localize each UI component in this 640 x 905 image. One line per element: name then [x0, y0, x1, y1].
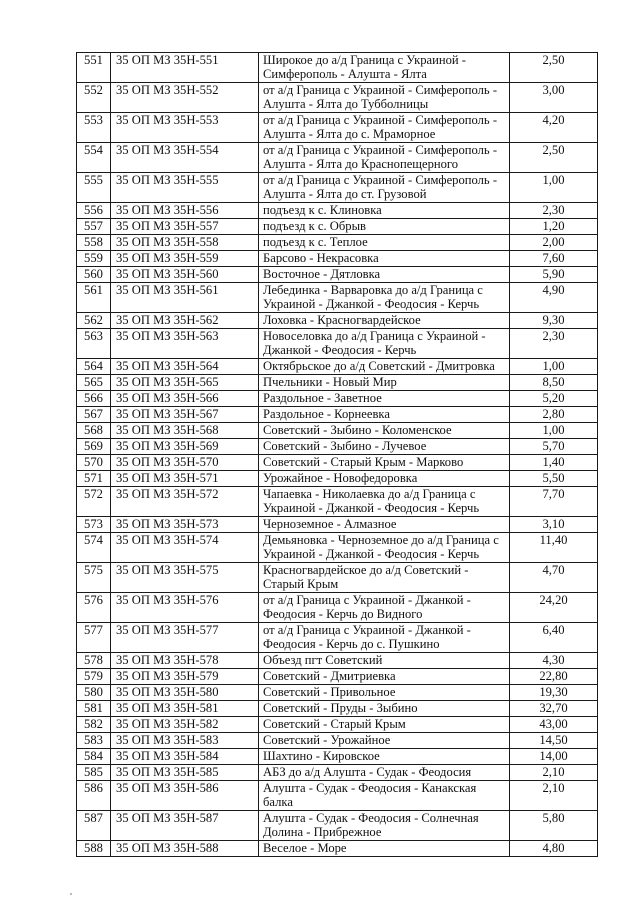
- road-code-cell: 35 ОП МЗ 35Н-582: [111, 717, 259, 733]
- table-row: [77, 235, 598, 251]
- row-number-cell: 574: [77, 533, 111, 563]
- road-length-cell: 4,80: [510, 841, 598, 857]
- road-name-cell: Советский - Старый Крым - Марково: [259, 455, 510, 471]
- road-name-cell: Лоховка - Красногвардейское: [259, 313, 510, 329]
- road-name-cell: Новоселовка до а/д Граница с Украиной - Джанкой - Феодосия - Керчь: [259, 329, 510, 359]
- road-code-cell: 35 ОП МЗ 35Н-577: [111, 623, 259, 653]
- table-row: [77, 455, 598, 471]
- table-row: [77, 471, 598, 487]
- road-code-cell: 35 ОП МЗ 35Н-558: [111, 235, 259, 251]
- row-number-cell: 568: [77, 423, 111, 439]
- road-length-cell: 1,00: [510, 359, 598, 375]
- road-name-cell: Советский - Дмитриевка: [259, 669, 510, 685]
- row-number-cell: 565: [77, 375, 111, 391]
- road-code-cell: 35 ОП МЗ 35Н-555: [111, 173, 259, 203]
- road-length-cell: 24,20: [510, 593, 598, 623]
- row-number-cell: 564: [77, 359, 111, 375]
- road-name-cell: Шахтино - Кировское: [259, 749, 510, 765]
- row-number-cell: 587: [77, 811, 111, 841]
- road-length-cell: 2,50: [510, 53, 598, 83]
- road-length-cell: 1,00: [510, 173, 598, 203]
- row-number-cell: 576: [77, 593, 111, 623]
- road-code-cell: 35 ОП МЗ 35Н-576: [111, 593, 259, 623]
- road-name-cell: подъезд к с. Теплое: [259, 235, 510, 251]
- road-name-cell: от а/д Граница с Украиной - Джанкой - Феодосия - Керчь до с. Пушкино: [259, 623, 510, 653]
- road-name-cell: Чапаевка - Николаевка до а/д Граница с Украиной - Джанкой - Феодосия - Керчь: [259, 487, 510, 517]
- road-name-cell: Пчельники - Новый Мир: [259, 375, 510, 391]
- road-code-cell: 35 ОП МЗ 35Н-556: [111, 203, 259, 219]
- table-row: [77, 283, 598, 313]
- row-number-cell: 554: [77, 143, 111, 173]
- road-length-cell: 2,50: [510, 143, 598, 173]
- road-code-cell: 35 ОП МЗ 35Н-569: [111, 439, 259, 455]
- road-name-cell: Советский - Старый Крым: [259, 717, 510, 733]
- row-number-cell: 571: [77, 471, 111, 487]
- row-number-cell: 566: [77, 391, 111, 407]
- road-code-cell: 35 ОП МЗ 35Н-579: [111, 669, 259, 685]
- table-row: [77, 173, 598, 203]
- road-name-cell: Красногвардейское до а/д Советский - Старый Крым: [259, 563, 510, 593]
- road-name-cell: Алушта - Судак - Феодосия - Солнечная Долина - Прибрежное: [259, 811, 510, 841]
- row-number-cell: 570: [77, 455, 111, 471]
- road-name-cell: Восточное - Дятловка: [259, 267, 510, 283]
- road-name-cell: от а/д Граница с Украиной - Симферополь - Алушта - Ялта до Краснопещерного: [259, 143, 510, 173]
- road-name-cell: АБЗ до а/д Алушта - Судак - Феодосия: [259, 765, 510, 781]
- road-length-cell: 5,80: [510, 811, 598, 841]
- road-code-cell: 35 ОП МЗ 35Н-557: [111, 219, 259, 235]
- roads-table: [76, 52, 598, 857]
- road-length-cell: 14,00: [510, 749, 598, 765]
- row-number-cell: 553: [77, 113, 111, 143]
- table-row: [77, 113, 598, 143]
- row-number-cell: 580: [77, 685, 111, 701]
- table-row: [77, 251, 598, 267]
- table-row: [77, 219, 598, 235]
- road-length-cell: 2,30: [510, 203, 598, 219]
- road-code-cell: 35 ОП МЗ 35Н-551: [111, 53, 259, 83]
- road-name-cell: Раздольное - Корнеевка: [259, 407, 510, 423]
- road-code-cell: 35 ОП МЗ 35Н-564: [111, 359, 259, 375]
- row-number-cell: 583: [77, 733, 111, 749]
- road-code-cell: 35 ОП МЗ 35Н-553: [111, 113, 259, 143]
- table-row: [77, 841, 598, 857]
- row-number-cell: 569: [77, 439, 111, 455]
- road-code-cell: 35 ОП МЗ 35Н-560: [111, 267, 259, 283]
- road-length-cell: 5,90: [510, 267, 598, 283]
- row-number-cell: 562: [77, 313, 111, 329]
- table-row: [77, 685, 598, 701]
- row-number-cell: 578: [77, 653, 111, 669]
- table-row: [77, 83, 598, 113]
- road-length-cell: 2,30: [510, 329, 598, 359]
- road-name-cell: от а/д Граница с Украиной - Симферополь - Алушта - Ялта до с. Мраморное: [259, 113, 510, 143]
- row-number-cell: 551: [77, 53, 111, 83]
- road-code-cell: 35 ОП МЗ 35Н-588: [111, 841, 259, 857]
- road-name-cell: от а/д Граница с Украиной - Симферополь - Алушта - Ялта до ст. Грузовой: [259, 173, 510, 203]
- road-length-cell: 1,20: [510, 219, 598, 235]
- road-name-cell: от а/д Граница с Украиной - Симферополь - Алушта - Ялта до Тубболницы: [259, 83, 510, 113]
- row-number-cell: 552: [77, 83, 111, 113]
- road-code-cell: 35 ОП МЗ 35Н-554: [111, 143, 259, 173]
- road-code-cell: 35 ОП МЗ 35Н-566: [111, 391, 259, 407]
- road-code-cell: 35 ОП МЗ 35Н-568: [111, 423, 259, 439]
- road-name-cell: от а/д Граница с Украиной - Джанкой - Феодосия - Керчь до Видного: [259, 593, 510, 623]
- table-row: [77, 391, 598, 407]
- road-length-cell: 19,30: [510, 685, 598, 701]
- road-name-cell: Широкое до а/д Граница с Украиной - Симферополь - Алушта - Ялта: [259, 53, 510, 83]
- table-row: [77, 267, 598, 283]
- table-row: [77, 359, 598, 375]
- road-name-cell: Советский - Зыбино - Лучевое: [259, 439, 510, 455]
- row-number-cell: 560: [77, 267, 111, 283]
- table-row: [77, 749, 598, 765]
- table-row: [77, 517, 598, 533]
- table-row: [77, 765, 598, 781]
- row-number-cell: 561: [77, 283, 111, 313]
- row-number-cell: 584: [77, 749, 111, 765]
- road-length-cell: 4,30: [510, 653, 598, 669]
- road-name-cell: подъезд к с. Обрыв: [259, 219, 510, 235]
- road-name-cell: Раздольное - Заветное: [259, 391, 510, 407]
- road-code-cell: 35 ОП МЗ 35Н-561: [111, 283, 259, 313]
- road-name-cell: Лебединка - Варваровка до а/д Граница с Украиной - Джанкой - Феодосия - Керчь: [259, 283, 510, 313]
- road-length-cell: 7,60: [510, 251, 598, 267]
- road-length-cell: 32,70: [510, 701, 598, 717]
- road-code-cell: 35 ОП МЗ 35Н-584: [111, 749, 259, 765]
- road-code-cell: 35 ОП МЗ 35Н-587: [111, 811, 259, 841]
- row-number-cell: 579: [77, 669, 111, 685]
- road-code-cell: 35 ОП МЗ 35Н-578: [111, 653, 259, 669]
- table-row: [77, 563, 598, 593]
- road-code-cell: 35 ОП МЗ 35Н-573: [111, 517, 259, 533]
- road-length-cell: 2,00: [510, 235, 598, 251]
- road-code-cell: 35 ОП МЗ 35Н-559: [111, 251, 259, 267]
- row-number-cell: 556: [77, 203, 111, 219]
- table-row: [77, 717, 598, 733]
- row-number-cell: 581: [77, 701, 111, 717]
- table-row: [77, 439, 598, 455]
- road-length-cell: 2,10: [510, 781, 598, 811]
- table-row: [77, 375, 598, 391]
- row-number-cell: 563: [77, 329, 111, 359]
- table-row: [77, 533, 598, 563]
- road-name-cell: Демьяновка - Черноземное до а/д Граница с Украиной - Джанкой - Феодосия - Керчь: [259, 533, 510, 563]
- row-number-cell: 557: [77, 219, 111, 235]
- road-length-cell: 1,40: [510, 455, 598, 471]
- road-name-cell: Черноземное - Алмазное: [259, 517, 510, 533]
- road-length-cell: 22,80: [510, 669, 598, 685]
- road-length-cell: 14,50: [510, 733, 598, 749]
- road-code-cell: 35 ОП МЗ 35Н-580: [111, 685, 259, 701]
- road-code-cell: 35 ОП МЗ 35Н-586: [111, 781, 259, 811]
- road-length-cell: 4,70: [510, 563, 598, 593]
- road-length-cell: 2,10: [510, 765, 598, 781]
- road-code-cell: 35 ОП МЗ 35Н-563: [111, 329, 259, 359]
- road-name-cell: Объезд пгт Советский: [259, 653, 510, 669]
- road-length-cell: 2,80: [510, 407, 598, 423]
- road-length-cell: 8,50: [510, 375, 598, 391]
- row-number-cell: 573: [77, 517, 111, 533]
- road-name-cell: Советский - Привольное: [259, 685, 510, 701]
- road-code-cell: 35 ОП МЗ 35Н-581: [111, 701, 259, 717]
- row-number-cell: 582: [77, 717, 111, 733]
- row-number-cell: 588: [77, 841, 111, 857]
- road-name-cell: Советский - Пруды - Зыбино: [259, 701, 510, 717]
- roads-table-body: [77, 53, 598, 857]
- road-length-cell: 11,40: [510, 533, 598, 563]
- road-name-cell: Урожайное - Новофедоровка: [259, 471, 510, 487]
- road-length-cell: 6,40: [510, 623, 598, 653]
- row-number-cell: 559: [77, 251, 111, 267]
- table-row: [77, 623, 598, 653]
- row-number-cell: 586: [77, 781, 111, 811]
- road-length-cell: 7,70: [510, 487, 598, 517]
- road-code-cell: 35 ОП МЗ 35Н-574: [111, 533, 259, 563]
- road-length-cell: 4,90: [510, 283, 598, 313]
- road-code-cell: 35 ОП МЗ 35Н-565: [111, 375, 259, 391]
- road-length-cell: 3,10: [510, 517, 598, 533]
- table-row: [77, 781, 598, 811]
- row-number-cell: 577: [77, 623, 111, 653]
- table-row: [77, 423, 598, 439]
- table-row: [77, 733, 598, 749]
- road-code-cell: 35 ОП МЗ 35Н-570: [111, 455, 259, 471]
- road-name-cell: подъезд к с. Клиновка: [259, 203, 510, 219]
- row-number-cell: 558: [77, 235, 111, 251]
- road-length-cell: 4,20: [510, 113, 598, 143]
- road-code-cell: 35 ОП МЗ 35Н-562: [111, 313, 259, 329]
- road-length-cell: 5,70: [510, 439, 598, 455]
- road-code-cell: 35 ОП МЗ 35Н-583: [111, 733, 259, 749]
- table-row: [77, 653, 598, 669]
- road-code-cell: 35 ОП МЗ 35Н-572: [111, 487, 259, 517]
- table-row: [77, 313, 598, 329]
- table-row: [77, 811, 598, 841]
- road-name-cell: Советский - Урожайное: [259, 733, 510, 749]
- table-row: [77, 329, 598, 359]
- road-length-cell: 3,00: [510, 83, 598, 113]
- table-row: [77, 407, 598, 423]
- scan-speck: [70, 893, 72, 895]
- road-code-cell: 35 ОП МЗ 35Н-571: [111, 471, 259, 487]
- road-length-cell: 5,50: [510, 471, 598, 487]
- table-row: [77, 669, 598, 685]
- row-number-cell: 572: [77, 487, 111, 517]
- table-row: [77, 203, 598, 219]
- road-length-cell: 1,00: [510, 423, 598, 439]
- road-length-cell: 5,20: [510, 391, 598, 407]
- road-code-cell: 35 ОП МЗ 35Н-552: [111, 83, 259, 113]
- road-code-cell: 35 ОП МЗ 35Н-585: [111, 765, 259, 781]
- row-number-cell: 585: [77, 765, 111, 781]
- road-name-cell: Алушта - Судак - Феодосия - Канакская балка: [259, 781, 510, 811]
- road-name-cell: Веселое - Море: [259, 841, 510, 857]
- table-row: [77, 53, 598, 83]
- road-length-cell: 43,00: [510, 717, 598, 733]
- row-number-cell: 575: [77, 563, 111, 593]
- road-name-cell: Октябрьское до а/д Советский - Дмитровка: [259, 359, 510, 375]
- table-row: [77, 701, 598, 717]
- road-code-cell: 35 ОП МЗ 35Н-567: [111, 407, 259, 423]
- table-row: [77, 593, 598, 623]
- row-number-cell: 567: [77, 407, 111, 423]
- table-row: [77, 487, 598, 517]
- road-name-cell: Советский - Зыбино - Коломенское: [259, 423, 510, 439]
- road-length-cell: 9,30: [510, 313, 598, 329]
- table-row: [77, 143, 598, 173]
- row-number-cell: 555: [77, 173, 111, 203]
- road-name-cell: Барсово - Некрасовка: [259, 251, 510, 267]
- road-code-cell: 35 ОП МЗ 35Н-575: [111, 563, 259, 593]
